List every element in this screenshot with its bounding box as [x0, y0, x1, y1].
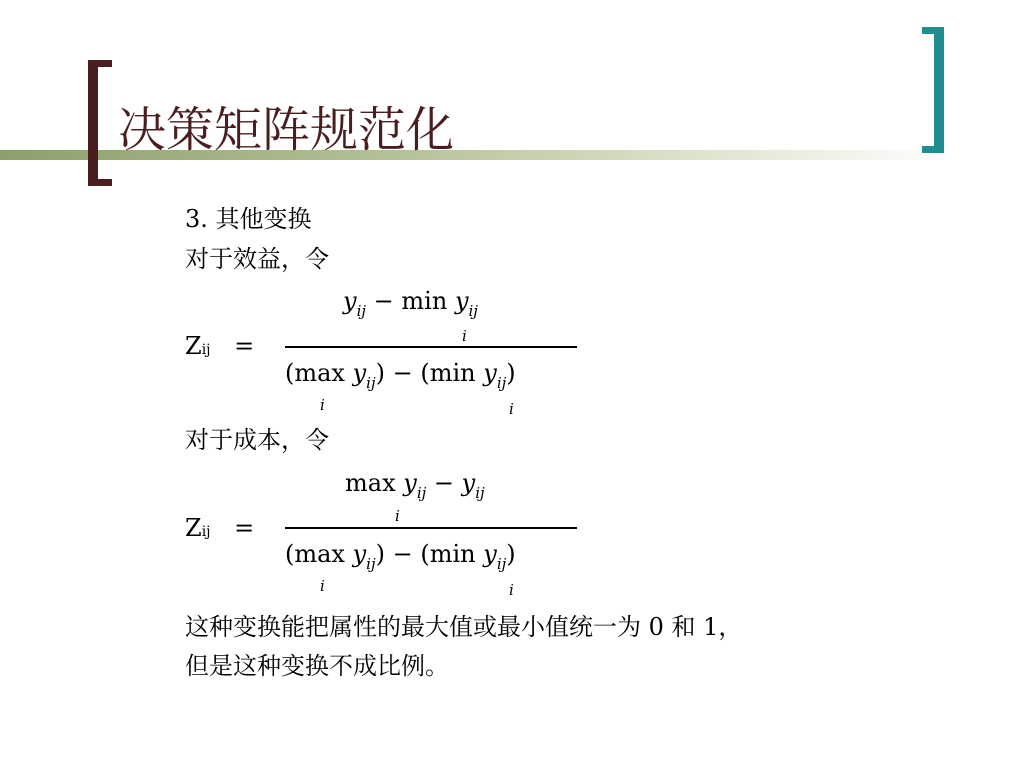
cost-label: 对于成本，令 — [185, 426, 329, 454]
formula2-lhs: Zij = — [185, 514, 255, 542]
left-bracket-bar — [88, 60, 98, 186]
formula1-denominator: (max $y_{ij}) - (\min$ $y_{ij}$) — [285, 359, 516, 392]
note-line-1: 这种变换能把属性的最大值或最小值统一为 0 和 1， — [185, 613, 743, 641]
formula1-den-under2: i — [509, 400, 514, 418]
formula1-den-under1: i — [320, 396, 325, 414]
slide-title: 决策矩阵规范化 — [118, 102, 455, 158]
formula2-num-under: i — [395, 507, 400, 525]
benefit-label: 对于效益，令 — [185, 245, 329, 273]
left-bracket-top — [88, 60, 112, 67]
right-bracket-top — [922, 27, 944, 34]
formula1-fraction-bar — [285, 346, 577, 348]
formula2-den-under1: i — [320, 577, 325, 595]
section-heading: 3. 其他变换 — [185, 205, 312, 233]
note-line-2: 但是这种变换不成比例。 — [185, 652, 449, 680]
right-bracket-bottom — [922, 146, 944, 153]
formula1-numerator: $y_{ij} - \min y_{ij}$ — [343, 287, 478, 320]
left-bracket-bottom — [88, 179, 112, 186]
formula2-fraction-bar — [285, 527, 577, 529]
formula2-den-under2: i — [509, 581, 514, 599]
formula2-denominator: (max $y_{ij}) - (\min$ $y_{ij}$) — [285, 540, 516, 573]
formula1-num-under: i — [462, 327, 467, 345]
right-bracket-bar — [934, 27, 944, 153]
formula1-lhs: Zij = — [185, 332, 255, 360]
formula2-numerator: $\max y_{ij} - y_{ij}$ — [345, 469, 485, 502]
